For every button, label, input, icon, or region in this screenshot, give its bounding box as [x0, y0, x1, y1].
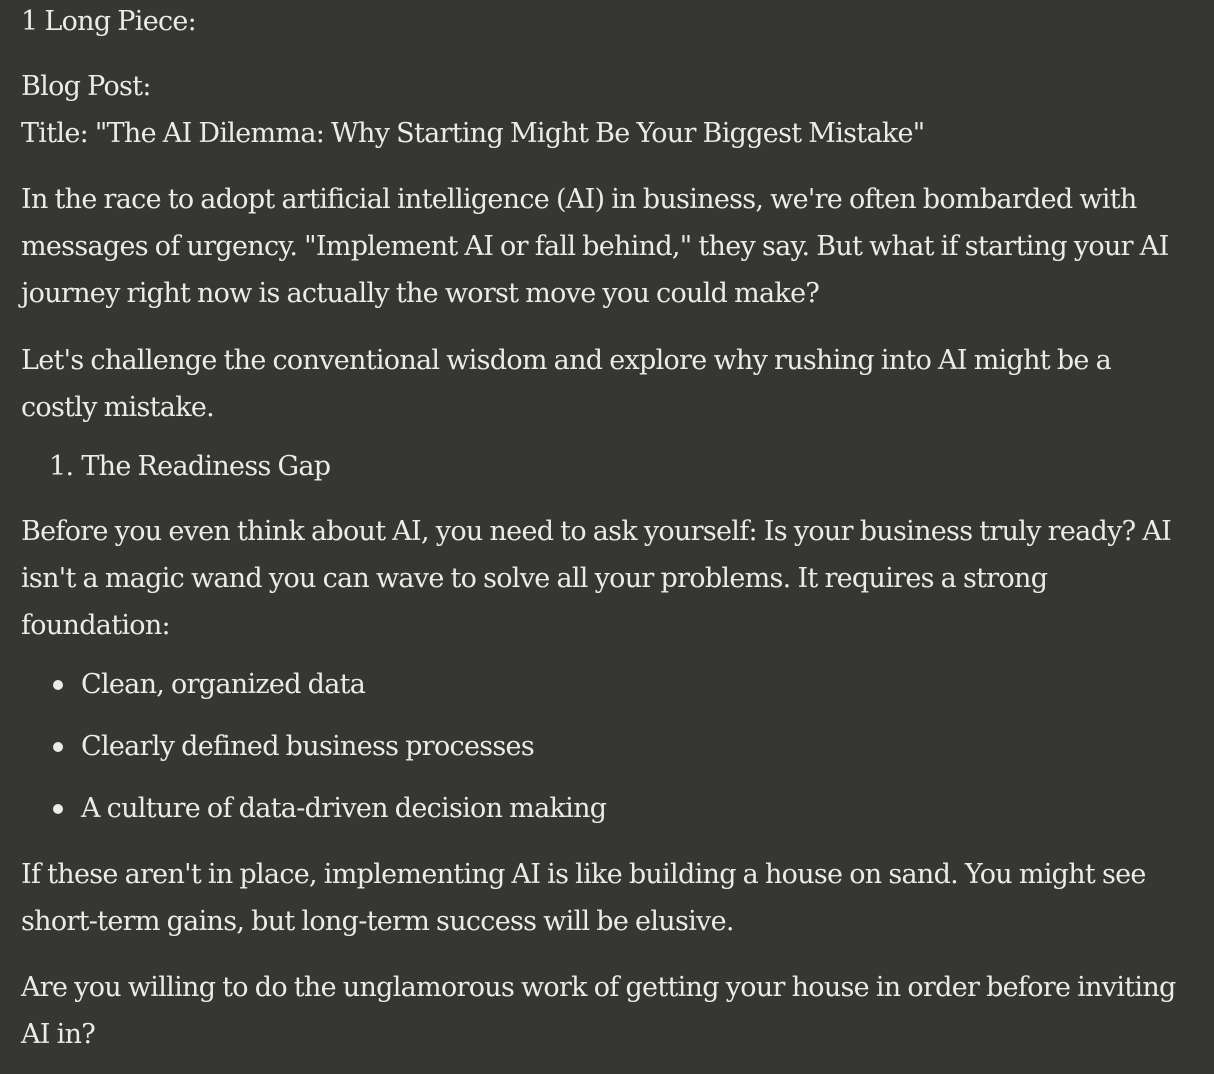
intro-label: 1 Long Piece:	[21, 6, 197, 37]
paragraph-challenge	[21, 337, 1191, 431]
text-line: Are you willing to do the unglamorous work of getting your house in order before inviting	[21, 972, 1176, 1003]
text-line: journey right now is actually the worst move you could make?	[21, 278, 820, 309]
text-line: AI in?	[21, 1019, 96, 1050]
text-line: Before you even think about AI, you need to ask yourself: Is your business truly ready? AI	[21, 516, 1172, 547]
blog-title: Title: "The AI Dilemma: Why Starting Might Be Your Biggest Mistake"	[21, 118, 925, 149]
list-item-text: Clean, organized data	[81, 669, 366, 700]
bullet-list	[49, 661, 1214, 847]
ordered-list-item	[49, 443, 1214, 490]
list-item-text: Clearly defined business processes	[81, 731, 534, 762]
bullet-icon	[53, 742, 63, 752]
list-item	[49, 785, 1214, 832]
text-line: foundation:	[21, 610, 170, 641]
text-line: In the race to adopt artificial intelligence (AI) in business, we're often bombarded with	[21, 184, 1137, 215]
text-line: costly mistake.	[21, 392, 215, 423]
text-line: short-term gains, but long-term success will be elusive.	[21, 906, 734, 937]
list-item	[49, 723, 1214, 770]
paragraph-house-on-sand	[21, 851, 1191, 945]
list-item-text: A culture of data-driven decision making	[81, 793, 607, 824]
paragraph-readiness	[21, 508, 1191, 649]
text-line: Let's challenge the conventional wisdom and explore why rushing into AI might be a	[21, 345, 1111, 376]
text-line: isn't a magic wand you can wave to solve all your problems. It requires a strong	[21, 563, 1048, 594]
paragraph-intro	[21, 176, 1191, 317]
blog-header	[21, 63, 1191, 157]
bullet-icon	[53, 680, 63, 690]
list-number: 1.	[49, 451, 74, 482]
text-line: messages of urgency. "Implement AI or fall behind," they say. But what if starting your AI	[21, 231, 1169, 262]
list-item-text: The Readiness Gap	[81, 451, 331, 482]
text-line: If these aren't in place, implementing AI is like building a house on sand. You might see	[21, 859, 1146, 890]
paragraph-question	[21, 964, 1191, 1058]
list-item	[49, 661, 1214, 708]
blog-label: Blog Post:	[21, 71, 151, 102]
bullet-icon	[53, 804, 63, 814]
ordered-list	[49, 443, 1214, 505]
